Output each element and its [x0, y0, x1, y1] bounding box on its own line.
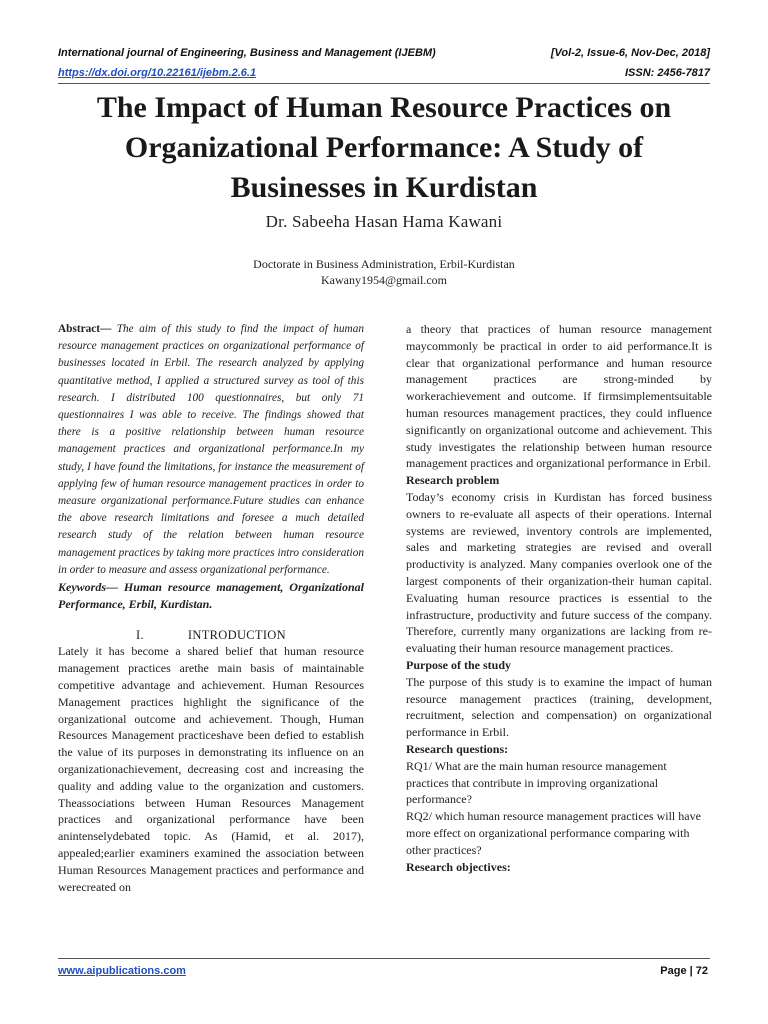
introduction-heading [58, 627, 364, 644]
publisher-website-link[interactable]: www.aipublications.com [58, 965, 186, 977]
author-name: Dr. Sabeeha Hasan Hama Kawani [265, 212, 503, 231]
research-question-2: RQ2/ which human resource management practices will have more effect on organizational performance comparing with other practices? [406, 809, 701, 857]
section-title: INTRODUCTION [187, 627, 286, 642]
author-affiliation-block [0, 256, 768, 288]
introduction-text: Lately it has become a shared belief that human resource management practices arethe main basis of maintainable competitive advantage and achievement. Human Resources Management practices highlight the significance of the organizational outcome and achievement. Though, Human Resources Management practiceshave been defied to establish the value of its purposes in demonstrating its influence on an organizationachievement, decreasing cost and increasing the quality and adding value to the organization and customers. Theassociations between Human Resources Management practices and organizational performance have been anintenselydebated topic. As (Hamid, et al. 2017), appealed;earlier examiners examined the association between Human Resources Management practices and performance and werecreated on [58, 644, 364, 894]
footer-divider [58, 958, 710, 959]
research-objectives-heading: Research objectives: [406, 859, 511, 874]
section-number: I. [136, 627, 144, 642]
abstract-label: Abstract— [58, 323, 112, 335]
page-number: Page | 72 [660, 965, 708, 977]
left-column [58, 321, 364, 895]
header-divider [58, 83, 710, 84]
research-questions-heading: Research questions: [406, 741, 509, 756]
journal-name: International journal of Engineering, Business and Management (IJEBM) [58, 47, 436, 59]
introduction-continued: a theory that practices of human resource management maycommonly be practical in order to aid performance.It is clear that organizational performance and human resource management practices are strong-minded by workerachievement and outcome. If firmsimplementsuitable human resources management practices, they could influence significantly on organizational outcome and achievement. This study investigates the relationship between human resource management practices and organizational performance in Erbil. [406, 322, 712, 471]
paper-title [60, 88, 708, 208]
affiliation: Doctorate in Business Administration, Erbil-Kurdistan [253, 257, 515, 271]
purpose-text: The purpose of this study is to examine the impact of human resource management practices (training, development, recruitment, selection and compensation) on organizational performance in Erbil. [406, 674, 712, 740]
research-question-1: RQ1/ What are the main human resource management practices that contribute in improving organizational performance? [406, 758, 667, 807]
doi-link[interactable]: https://dx.doi.org/10.22161/ijebm.2.6.1 [58, 67, 257, 79]
keywords: Keywords— Human resource management, Organizational Performance, Erbil, Kurdistan. [58, 580, 364, 611]
purpose-heading: Purpose of the study [406, 657, 512, 672]
title-line: Businesses in Kurdistan [230, 171, 538, 204]
abstract [58, 321, 364, 579]
abstract-text: The aim of this study to find the impact of human resource management practices on organizational performance of businesses located in Erbil. The research analyzed by applying quantitative method, I applied a structured survey as tool of this research. I distributed 100 questionnaires, but only 71 questionnaires I was able to receive. The findings showed that there is a positive relationship between human resource management practices and organizational performance.In my study, I have found the limitations, for instance the measurement of applying few of human resource management practices in order to measure organizational performance.Future studies can enhance the above research limitations and foresee a much detailed research study of the relation between human resource management practices by taking more practices intro consideration in order to measure and assess organizational performance. [58, 323, 364, 576]
title-line: Organizational Performance: A Study of [124, 131, 644, 164]
volume-info: [Vol-2, Issue-6, Nov-Dec, 2018] [550, 47, 710, 59]
research-problem-heading: Research problem [406, 473, 500, 488]
issn: ISSN: 2456-7817 [625, 67, 710, 79]
right-column [406, 321, 712, 875]
research-problem-text: Today’s economy crisis in Kurdistan has forced business owners to re-evaluate all aspects of their operations. Internal systems are reviewed, inventory controls are implemented, sales and marketing strategies are revised and overall productivity is analyzed. Many companies overlook one of the largest components of their organization-their human capital. Evaluating human resource practices is essential to the infrastructure, productivity and future success of the company. Therefore, currently many organizations are lacking from re-evaluating their human resource management practices. [406, 489, 712, 656]
title-line: The Impact of Human Resource Practices on [96, 91, 672, 124]
email: Kawany1954@gmail.com [320, 273, 448, 287]
